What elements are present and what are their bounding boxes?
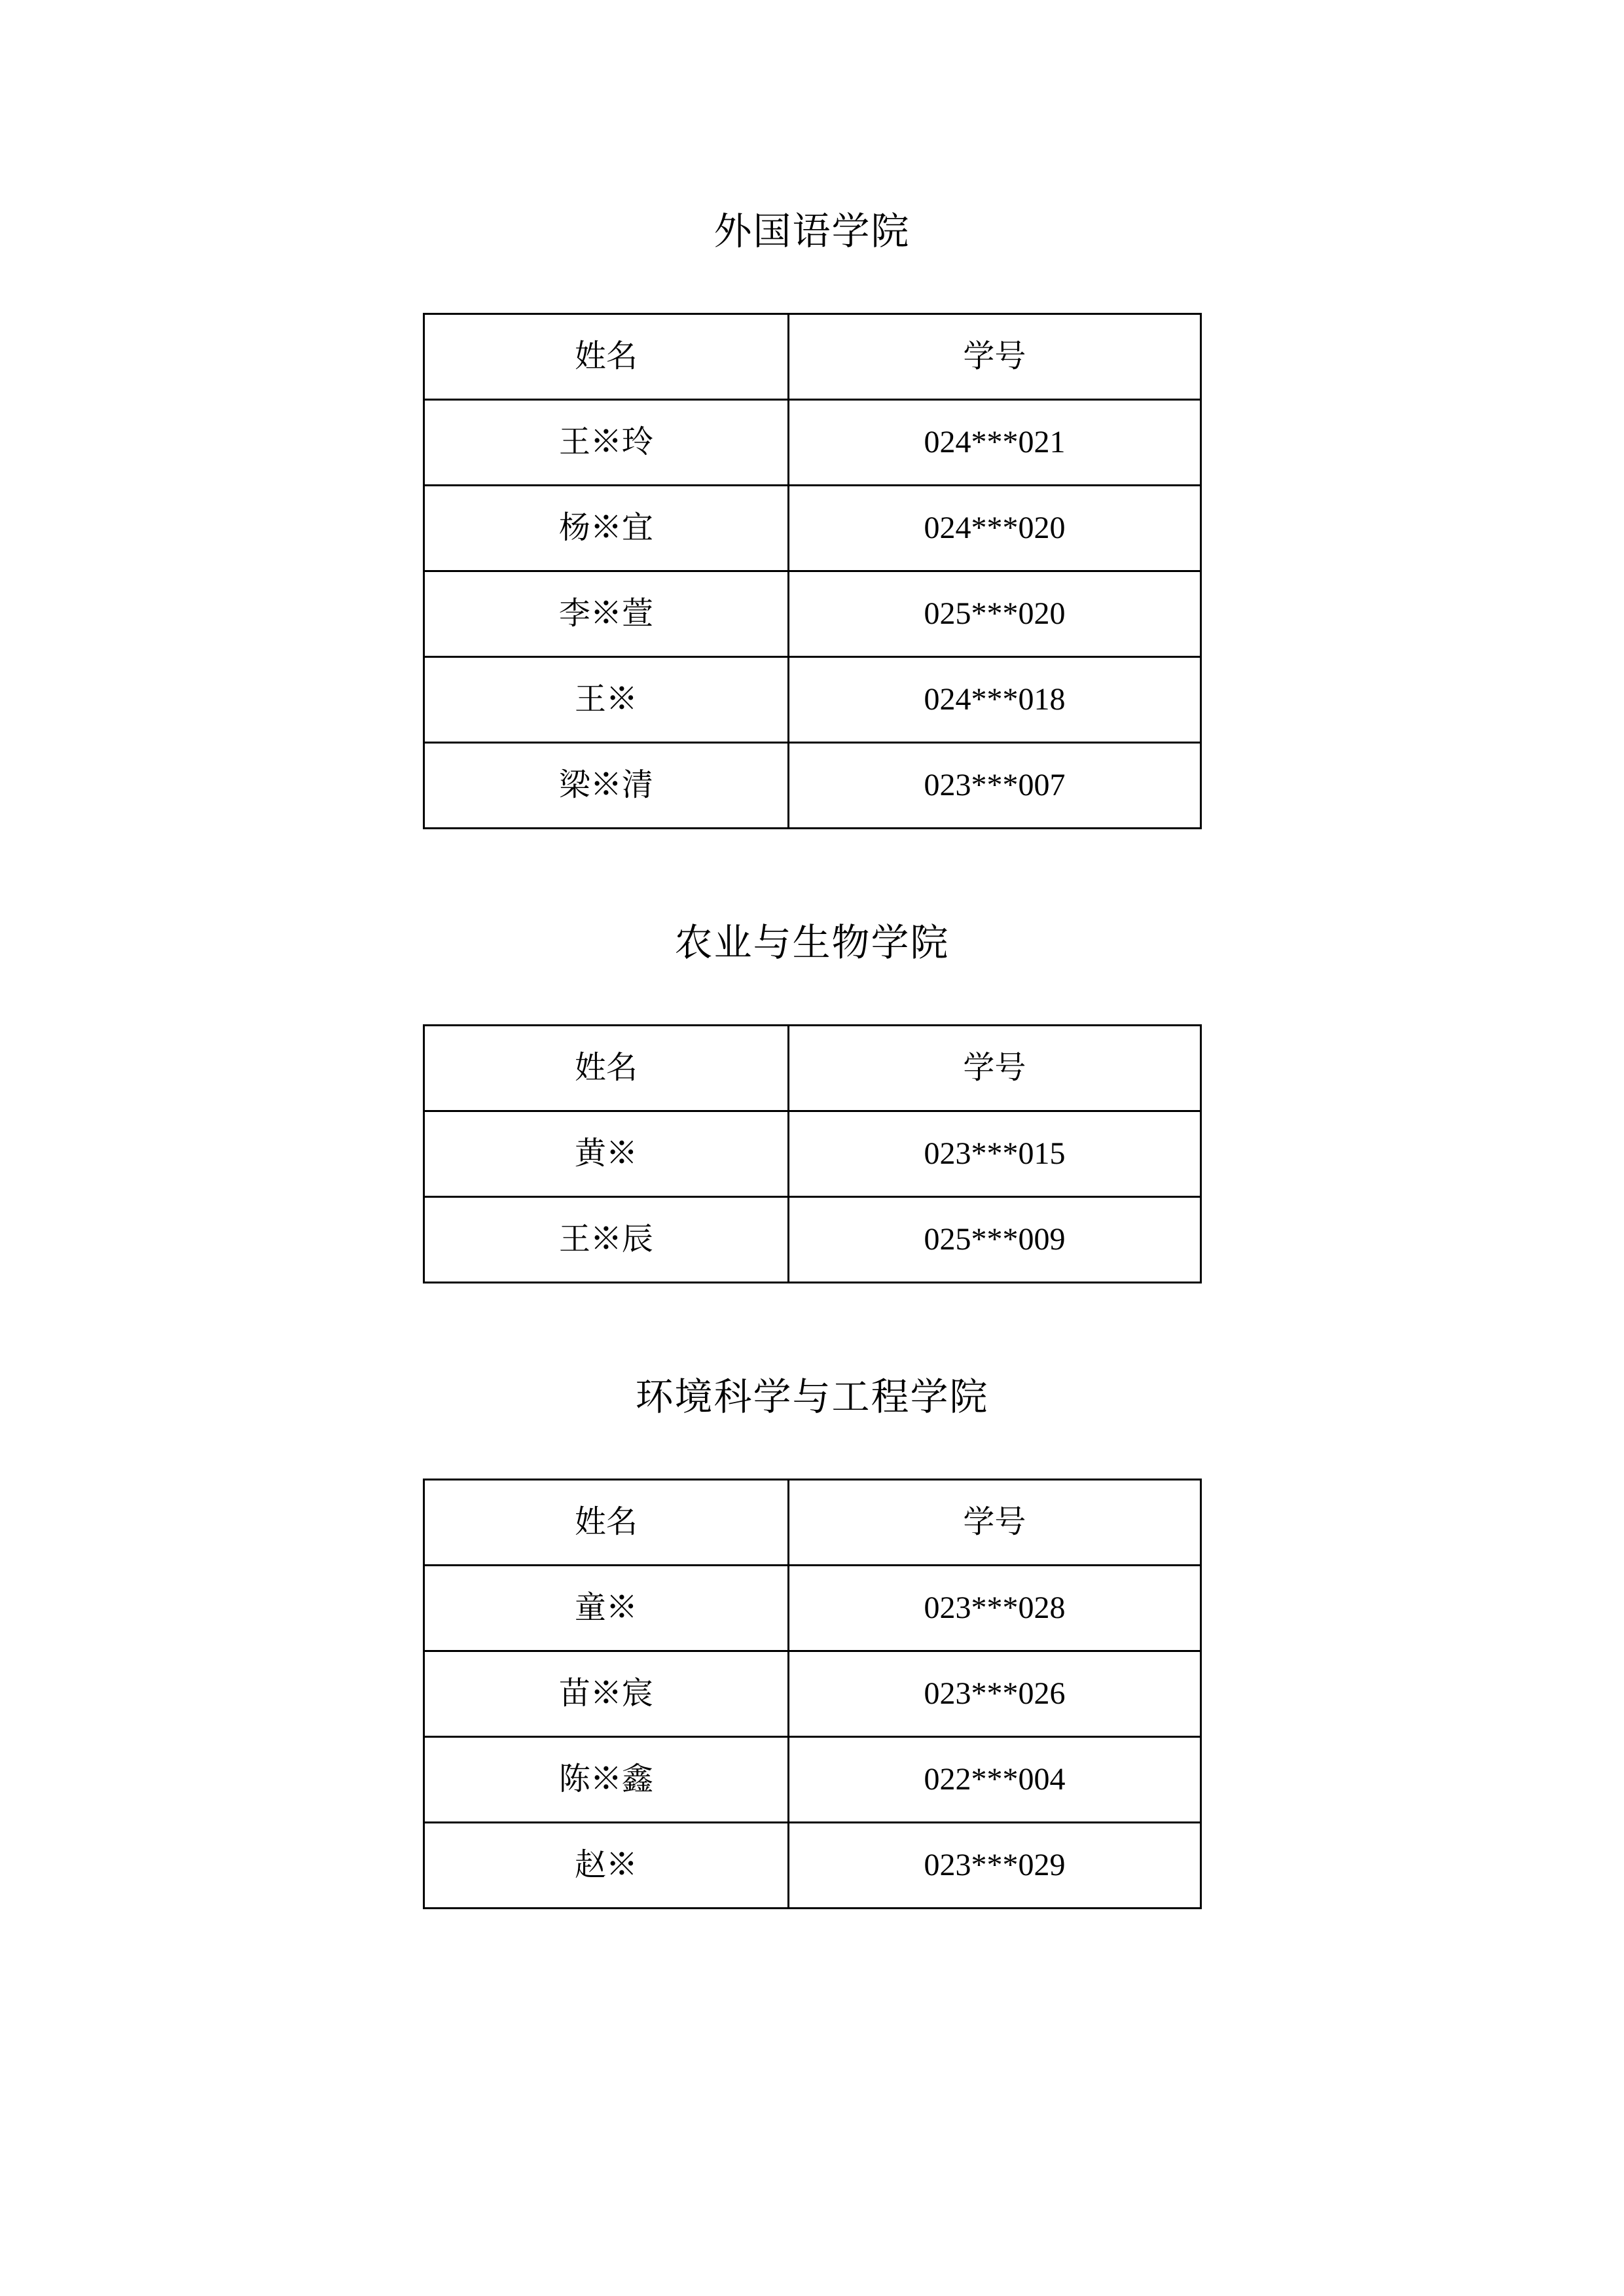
section-agriculture-biology — [0, 924, 1624, 1283]
section-title: 环境科学与工程学院 — [635, 1376, 989, 1418]
student-name: 苗※宸 — [424, 1651, 789, 1737]
student-id: 024***018 — [789, 657, 1200, 743]
student-id: 025***020 — [789, 571, 1200, 657]
column-header-name: 姓名 — [424, 1480, 789, 1566]
student-id: 024***020 — [789, 486, 1200, 571]
student-id: 024***021 — [789, 400, 1200, 486]
student-id: 025***009 — [789, 1197, 1200, 1283]
table-row — [424, 1566, 1200, 1651]
student-name: 陈※鑫 — [424, 1737, 789, 1823]
student-name: 黄※ — [424, 1111, 789, 1197]
table-row — [424, 400, 1200, 486]
section-title: 外国语学院 — [713, 210, 911, 253]
section-title: 农业与生物学院 — [674, 922, 950, 964]
roster-table — [423, 1479, 1202, 1909]
student-id: 023***026 — [789, 1651, 1200, 1737]
table-row — [424, 743, 1200, 829]
column-header-name: 姓名 — [424, 1026, 789, 1111]
roster-table — [423, 313, 1202, 829]
column-header-id: 学号 — [789, 1026, 1200, 1111]
student-id: 023***015 — [789, 1111, 1200, 1197]
student-id: 022***004 — [789, 1737, 1200, 1823]
header-row — [424, 1026, 1200, 1111]
table-row — [424, 1111, 1200, 1197]
student-id: 023***028 — [789, 1566, 1200, 1651]
student-id: 023***007 — [789, 743, 1200, 829]
student-id: 023***029 — [789, 1823, 1200, 1909]
table-row — [424, 1197, 1200, 1283]
section-environmental-science — [0, 1378, 1624, 1909]
table-row — [424, 1651, 1200, 1737]
student-name: 李※萱 — [424, 571, 789, 657]
student-name: 王※辰 — [424, 1197, 789, 1283]
roster-table — [423, 1024, 1202, 1283]
column-header-id: 学号 — [789, 314, 1200, 400]
table-row — [424, 657, 1200, 743]
table-row — [424, 571, 1200, 657]
table-row — [424, 1823, 1200, 1909]
table-row — [424, 1737, 1200, 1823]
student-name: 童※ — [424, 1566, 789, 1651]
column-header-name: 姓名 — [424, 314, 789, 400]
header-row — [424, 314, 1200, 400]
header-row — [424, 1480, 1200, 1566]
column-header-id: 学号 — [789, 1480, 1200, 1566]
table-row — [424, 486, 1200, 571]
section-foreign-languages — [0, 210, 1624, 829]
student-name: 赵※ — [424, 1823, 789, 1909]
student-name: 王※ — [424, 657, 789, 743]
student-name: 杨※宜 — [424, 486, 789, 571]
student-name: 梁※清 — [424, 743, 789, 829]
student-name: 王※玲 — [424, 400, 789, 486]
